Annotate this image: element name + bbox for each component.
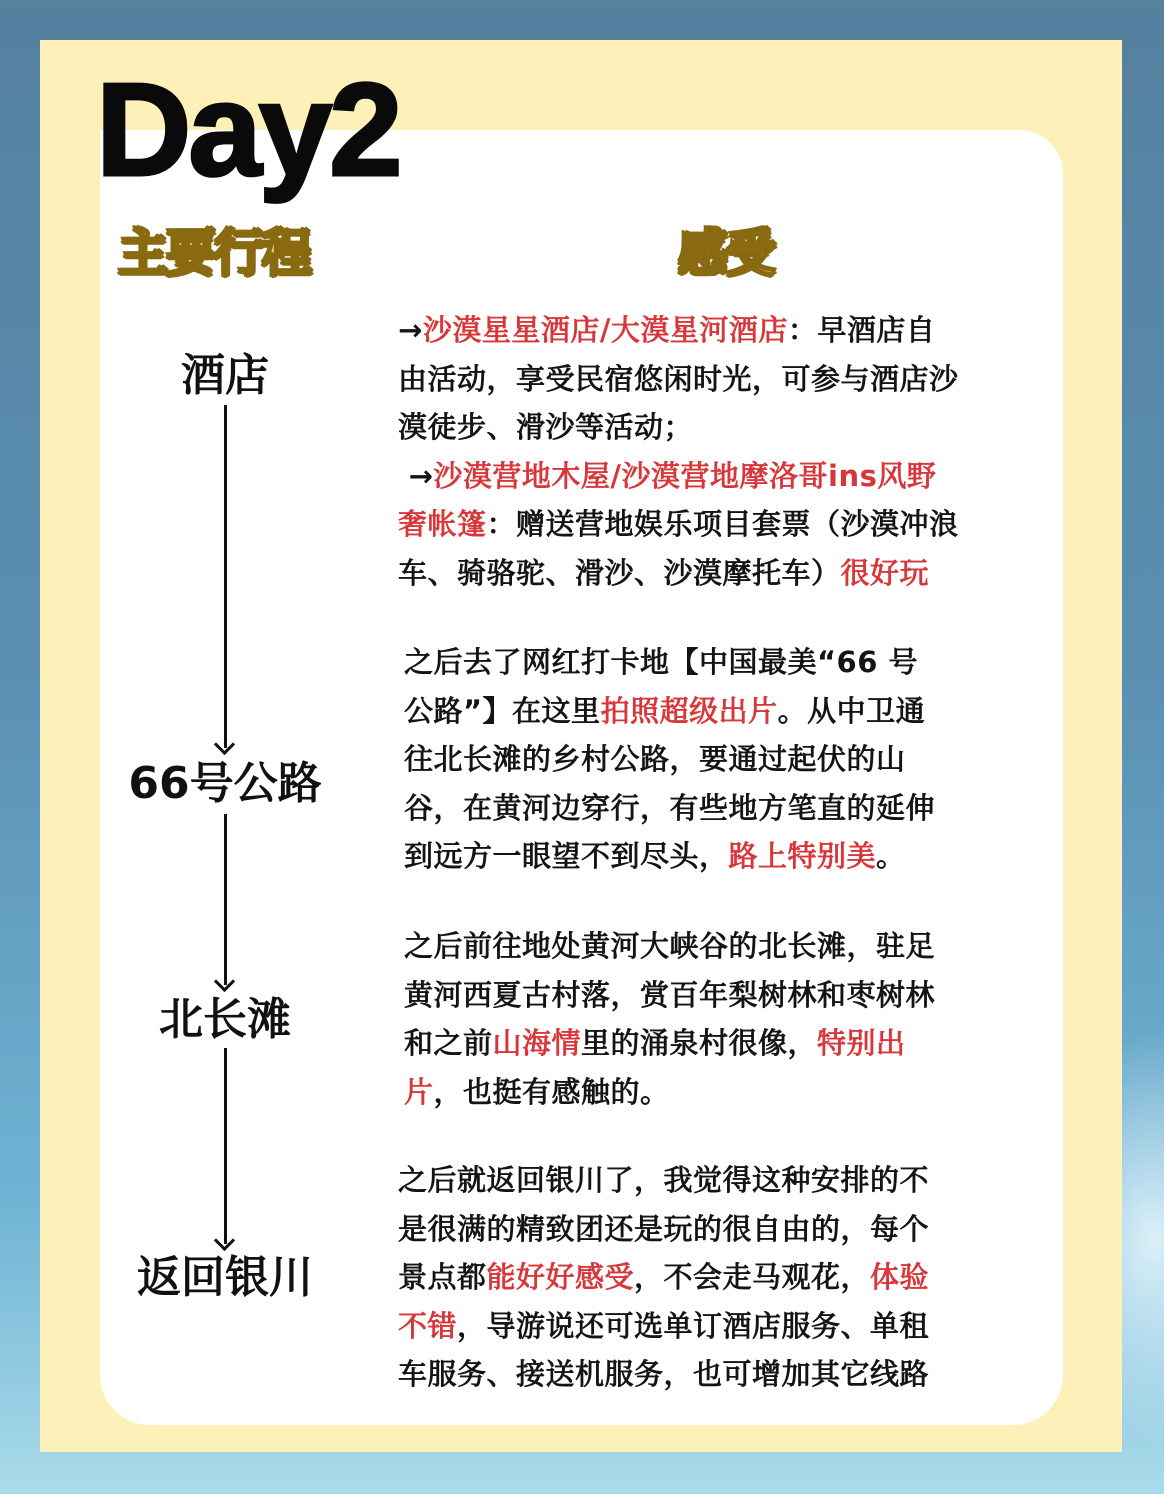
text-line: 车服务、接送机服务，也可增加其它线路 [398,1357,930,1391]
text-line: 和之前山海情里的涌泉村很像，特别出 [404,1026,906,1060]
timeline-connector [224,814,227,985]
highlight-text: 体验 [870,1260,930,1294]
highlight-text: 沙漠营地木屋/沙漠营地摩洛哥ins风野 [433,458,937,493]
text-line: 之后去了网红打卡地【中国最美“66 号 [404,645,919,679]
paragraph-hotel [398,306,959,597]
timeline-node-hotel: 酒店 [181,350,269,401]
highlight-text: 奢帐篷 [398,507,487,541]
text-line: →沙漠星星酒店/大漠星河酒店：早酒店自 [398,313,936,347]
highlight-text: 很好玩 [840,555,930,590]
text-line: 往北长滩的乡村公路，要通过起伏的山 [404,742,906,776]
paragraph-beichangtan [404,922,935,1116]
header-feelings: 感受 [678,224,774,282]
text-line [398,452,959,501]
paragraph-return-yinchuan [398,1156,929,1399]
text-line: 车、骑骆驼、滑沙、沙漠摩托车）很好玩 [398,555,930,590]
text-line: 不错，导游说还可选单订酒店服务、单租 [398,1308,930,1343]
highlight-text: 片 [404,1074,434,1109]
paragraph-route66 [404,638,935,881]
timeline-connector [224,1048,227,1244]
text-line: 是很满的精致团还是玩的很自由的，每个 [398,1211,930,1246]
text-line: 奢帐篷：赠送营地娱乐项目套票（沙漠冲浪 [398,507,959,541]
arrow-glyph: → [398,313,423,347]
timeline-node-return-yinchuan: 返回银川 [137,1252,313,1303]
highlight-text: 特别出 [817,1026,906,1060]
text-line: 片，也挺有感触的。 [404,1074,670,1109]
timeline-node-route66: 66号公路 [128,758,322,809]
text-line: 公路”】在这里拍照超级出片。从中卫通 [404,693,926,728]
text-line: 之后前往地处黄河大峡谷的北长滩，驻足 [404,929,936,963]
text-line: 到远方一眼望不到尽头，路上特别美。 [404,839,906,873]
highlight-text: 能好好感受 [486,1260,635,1294]
text-line: 漠徒步、滑沙等活动； [398,410,694,444]
text-line: 之后就返回银川了，我觉得这种安排的不 [398,1163,930,1197]
timeline-connector [224,405,227,748]
highlight-text: 路上特别美 [728,839,877,873]
text-line: 黄河西夏古村落，赏百年梨树林和枣树林 [404,977,936,1012]
text-line: 由活动，享受民宿悠闲时光，可参与酒店沙 [398,361,959,396]
day-title: Day2 [96,56,400,203]
header-main-itinerary: 主要行程 [118,224,310,282]
highlight-text: 拍照超级出片 [600,693,778,728]
timeline-node-beichangtan: 北长滩 [159,994,291,1045]
highlight-text: 沙漠星星酒店/大漠星河酒店 [422,313,788,347]
text-line: 景点都能好好感受，不会走马观花，体验 [398,1260,930,1294]
text-line: 谷，在黄河边穿行，有些地方笔直的延伸 [404,790,936,825]
arrow-glyph: → [398,458,434,493]
highlight-text: 不错 [398,1308,458,1343]
highlight-text: 山海情 [492,1026,582,1060]
